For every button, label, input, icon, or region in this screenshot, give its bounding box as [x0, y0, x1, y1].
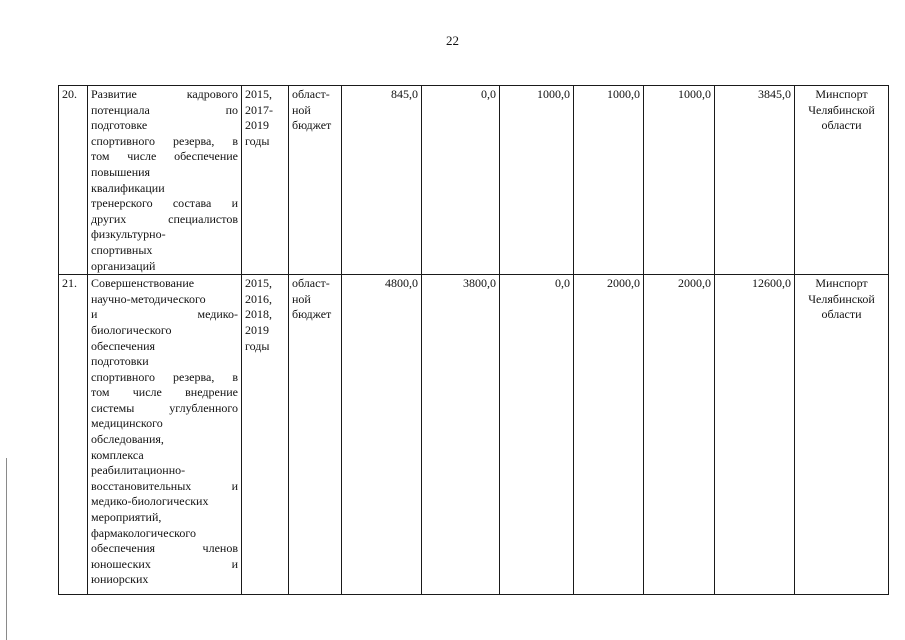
program-activities-table	[58, 85, 889, 595]
executor-line: Челябинской	[808, 291, 875, 306]
amount-cell: 3800,0	[422, 275, 500, 595]
source-line: област-	[292, 87, 330, 101]
amount-cell: 1000,0	[574, 86, 644, 275]
total-amount-cell: 12600,0	[715, 275, 795, 595]
activity-name	[88, 86, 242, 275]
activity-name-line: и медико-	[91, 307, 238, 322]
activity-name-line: спортивного резерва, в	[91, 369, 238, 384]
activity-name-line: Развитие кадрового	[91, 87, 238, 101]
activity-name-line: медико-биологических	[91, 494, 209, 509]
activity-name	[88, 275, 242, 595]
years-line: 2016,	[245, 291, 272, 306]
amount-cell: 0,0	[422, 86, 500, 275]
amount-cell: 2000,0	[644, 275, 715, 595]
source-line: ной	[292, 102, 311, 117]
activity-name-line: биологического	[91, 322, 172, 337]
row-number: 21.	[59, 275, 88, 595]
activity-name-line: спортивных	[91, 242, 153, 257]
activity-name-line: повышения	[91, 164, 151, 179]
activity-name-line: обеспечения	[91, 338, 156, 353]
years-line: 2019	[245, 118, 269, 133]
activity-name-line: медицинского	[91, 416, 163, 431]
source-line: бюджет	[292, 307, 332, 322]
funding-source	[289, 275, 342, 595]
activity-name-line: комплекса	[91, 447, 144, 462]
activity-name-line: обеспечения членов	[91, 541, 238, 556]
activity-name-line: Совершенствование	[91, 276, 195, 291]
activity-name-line: научно-методического	[91, 291, 206, 306]
activity-name-line: квалификации	[91, 180, 165, 195]
activity-name-line: обследования,	[91, 432, 164, 447]
years-line: 2018,	[245, 307, 272, 322]
activity-name-line: реабилитационно-	[91, 463, 186, 478]
activity-name-line: юношеских и	[91, 556, 238, 571]
amount-cell: 1000,0	[500, 86, 574, 275]
activity-name-line: юниорских	[91, 572, 149, 587]
executor	[795, 275, 889, 595]
activity-name-line: потенциала по	[91, 102, 238, 117]
years-line: 2017-	[245, 102, 273, 117]
activity-name-line: подготовки	[91, 354, 149, 369]
source-line: област-	[292, 276, 330, 291]
funding-source	[289, 86, 342, 275]
amount-cell: 1000,0	[644, 86, 715, 275]
activity-name-line: системы углубленного	[91, 400, 238, 415]
executor	[795, 86, 889, 275]
activity-name-line: подготовке	[91, 118, 148, 133]
executor-line: области	[821, 118, 862, 133]
activity-name-line: том числе обеспечение	[91, 149, 238, 164]
years-line: 2019	[245, 322, 269, 337]
activity-name-line: том числе внедрение	[91, 385, 238, 400]
activity-name-line: организаций	[91, 258, 156, 273]
activity-name-line: восстановительных и	[91, 478, 238, 493]
executor-line: области	[821, 307, 862, 322]
activity-name-line: физкультурно-	[91, 227, 166, 242]
activity-name-line: мероприятий,	[91, 510, 162, 525]
years-line: годы	[245, 338, 270, 353]
source-line: ной	[292, 291, 311, 306]
source-line: бюджет	[292, 118, 332, 133]
executor-line: Челябинской	[808, 102, 875, 117]
years-line: годы	[245, 133, 270, 148]
total-amount-cell: 3845,0	[715, 86, 795, 275]
row-number: 20.	[59, 86, 88, 275]
table-row	[59, 86, 889, 275]
activity-name-line: спортивного резерва, в	[91, 133, 238, 148]
activity-name-line: тренерского состава и	[91, 196, 238, 211]
years-line: 2015,	[245, 87, 272, 101]
page-number: 22	[446, 33, 459, 48]
amount-cell: 0,0	[500, 275, 574, 595]
amount-cell: 4800,0	[342, 275, 422, 595]
implementation-years	[242, 275, 289, 595]
table-row	[59, 275, 889, 595]
activity-name-line: фармакологического	[91, 525, 196, 540]
executor-line: Минспорт	[815, 276, 868, 291]
amount-cell: 2000,0	[574, 275, 644, 595]
activity-name-line: других специалистов	[91, 211, 238, 226]
executor-line: Минспорт	[815, 87, 868, 101]
scan-margin-line	[6, 458, 7, 640]
amount-cell: 845,0	[342, 86, 422, 275]
implementation-years	[242, 86, 289, 275]
years-line: 2015,	[245, 276, 272, 291]
